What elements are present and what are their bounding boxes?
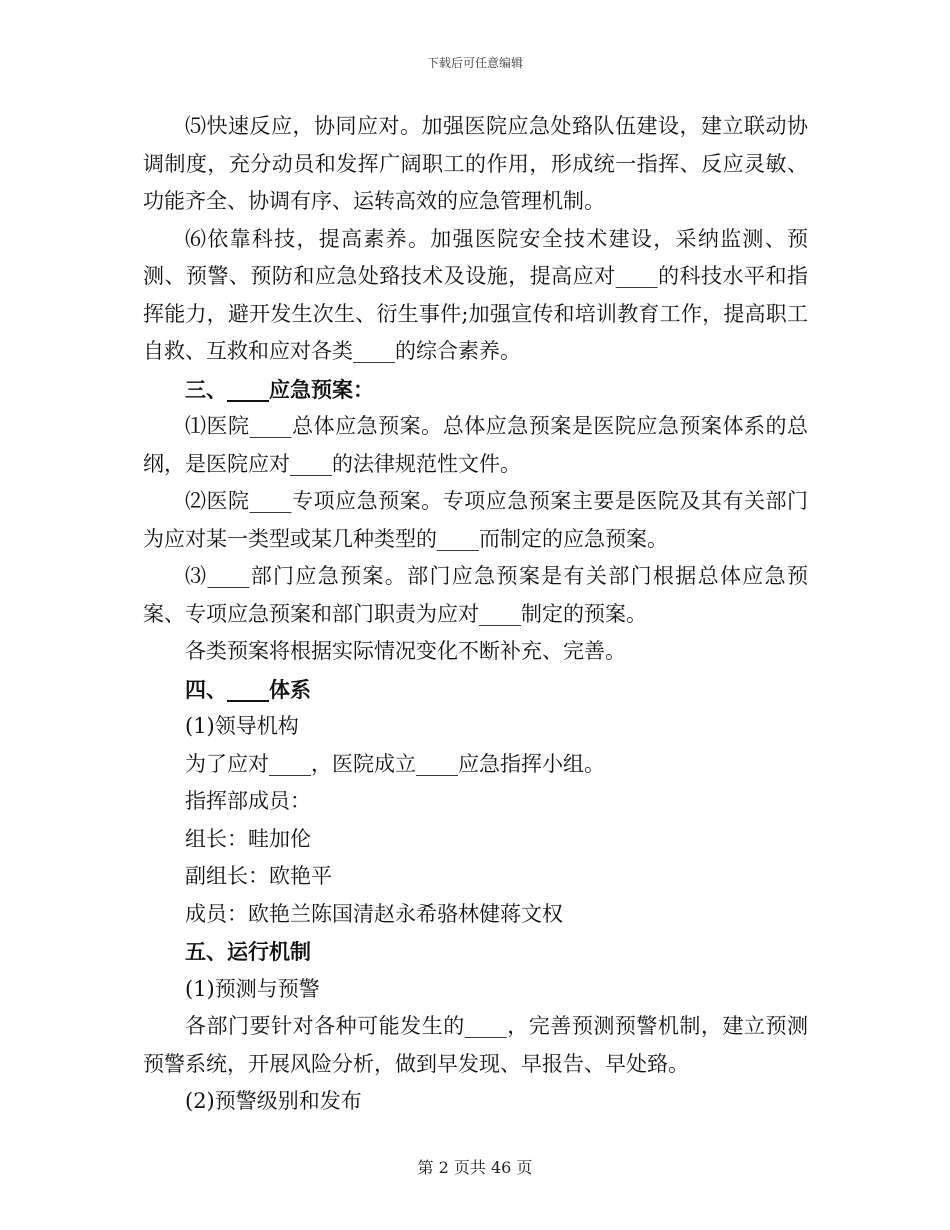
paragraph-members: 成员：欧艳兰陈国清赵永希骆林健蒋文权	[185, 901, 563, 926]
paragraph-plans-update: 各类预案将根据实际情况变化不断补充、完善。	[185, 639, 626, 663]
section-heading-4: 四、____体系	[185, 676, 311, 702]
subheading-leadership: (1)领导机构	[185, 714, 299, 738]
paragraph-5-rapid-response: ⑸快速反应，协同应对。加强医院应急处臵队伍建设，建立联动协调制度，充分动员和发挥广阔职工的作用，形成统一指挥、反应灵敏、功能齐全、协调有序、运转高效的应急管理机制。	[143, 114, 808, 213]
paragraph-group-leader: 组长：畦加伦	[185, 826, 311, 851]
paragraph-command-group: 为了应对____，医院成立____应急指挥小组。	[185, 751, 605, 776]
paragraph-forecast: 各部门要针对各种可能发生的____，完善预测预警机制，建立预测预警系统，开展风险分析，做到早发现、早报告、早处臵。	[143, 1014, 808, 1076]
paragraph-6-technology: ⑹依靠科技，提高素养。加强医院安全技术建设，采纳监测、预测、预警、预防和应急处臵技术及设施，提高应对____的科技水平和指挥能力，避开发生次生、衍生事件;加强宣传和培训教育工作，提高职工自救、互救和应对各类____的综合素养。	[143, 226, 808, 363]
subheading-forecast: (1)预测与预警	[185, 976, 320, 1001]
paragraph-plan-1: ⑴医院____总体应急预案。总体应急预案是医院应急预案体系的总纲，是医院应对____的法律规范性文件。	[143, 414, 808, 476]
paragraph-plan-3: ⑶____部门应急预案。部门应急预案是有关部门根据总体应急预案、专项应急预案和部门职责为应对____制定的预案。	[143, 564, 808, 626]
page-header: 下载后可任意编辑	[426, 56, 523, 70]
section-heading-5: 五、运行机制	[185, 939, 311, 964]
paragraph-deputy-leader: 副组长：欧艳平	[185, 864, 332, 888]
paragraph-plan-2: ⑵医院____专项应急预案。专项应急预案主要是医院及其有关部门为应对某一类型或某几种类型的____而制定的应急预案。	[143, 489, 808, 551]
document-body	[143, 108, 808, 1121]
paragraph-members-label: 指挥部成员：	[185, 789, 311, 813]
subheading-warning-level: (2)预警级别和发布	[185, 1089, 362, 1113]
section-heading-3: 三、____应急预案：	[185, 376, 374, 402]
page-footer: 第 2 页共 46 页	[417, 1158, 533, 1177]
